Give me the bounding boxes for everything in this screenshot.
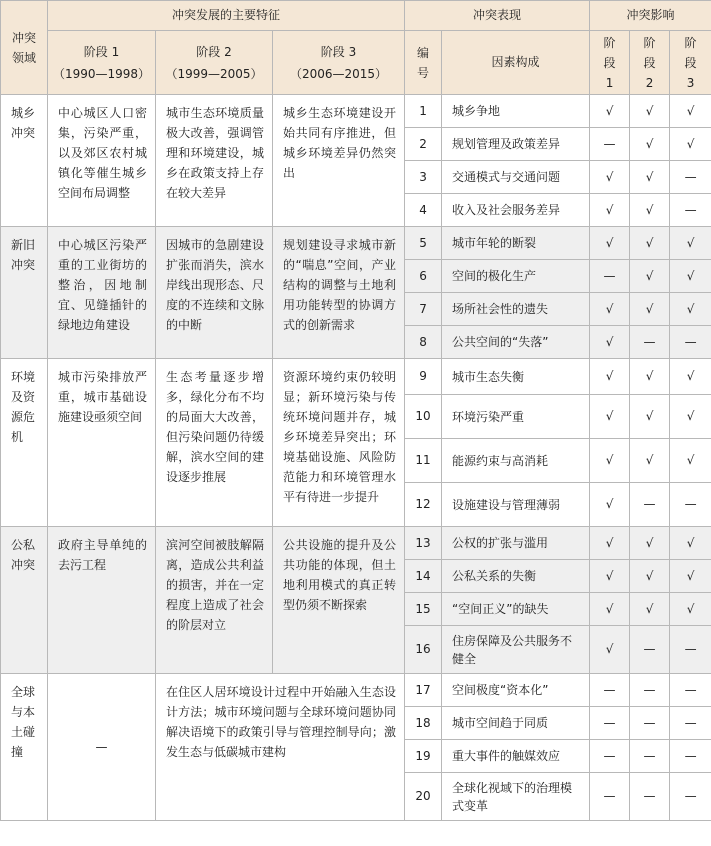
impact-mark: √ <box>590 560 630 593</box>
impact-mark: √ <box>670 95 711 128</box>
impact-mark: √ <box>590 95 630 128</box>
header-impact-stage-2: 阶段2 <box>630 31 670 95</box>
header-stage-3 <box>273 31 405 95</box>
impact-mark: — <box>630 740 670 773</box>
factor-cell: 收入及社会服务差异 <box>442 194 590 227</box>
row-number: 5 <box>405 227 442 260</box>
row-number: 7 <box>405 293 442 326</box>
stage3-description: 公共设施的提升及公共功能的体现，但土地利用模式的真正转型仍须不断探索 <box>273 527 405 674</box>
impact-mark: √ <box>630 260 670 293</box>
factor-cell: 环境污染严重 <box>442 395 590 439</box>
impact-mark: √ <box>630 439 670 483</box>
row-number: 19 <box>405 740 442 773</box>
header-impact-stage-3: 阶段3 <box>670 31 711 95</box>
row-number: 2 <box>405 128 442 161</box>
factor-cell: 公权的扩张与滥用 <box>442 527 590 560</box>
stage-period: （1999—2005） <box>165 66 263 81</box>
impact-mark: √ <box>670 395 711 439</box>
impact-mark: — <box>670 326 711 359</box>
stage1-description: — <box>48 674 156 821</box>
impact-mark: √ <box>590 359 630 395</box>
factor-cell: 场所社会性的遗失 <box>442 293 590 326</box>
impact-mark: √ <box>670 439 711 483</box>
row-number: 9 <box>405 359 442 395</box>
row-number: 6 <box>405 260 442 293</box>
header-features: 冲突发展的主要特征 <box>48 1 405 31</box>
stage1-description: 城市污染排放严重，城市基础设施建设亟须空间 <box>48 359 156 527</box>
factor-cell: 城市空间趋于同质 <box>442 707 590 740</box>
row-number: 16 <box>405 626 442 674</box>
impact-mark: √ <box>630 527 670 560</box>
impact-mark: √ <box>590 527 630 560</box>
impact-mark: √ <box>670 560 711 593</box>
row-number: 20 <box>405 773 442 821</box>
header-impact: 冲突影响 <box>590 1 711 31</box>
row-number: 14 <box>405 560 442 593</box>
impact-mark: — <box>630 773 670 821</box>
row-number: 15 <box>405 593 442 626</box>
impact-mark: √ <box>590 326 630 359</box>
impact-mark: — <box>670 626 711 674</box>
impact-mark: √ <box>590 395 630 439</box>
category-cell: 环境 及资 源危 机 <box>1 359 48 527</box>
factor-cell: 能源约束与高消耗 <box>442 439 590 483</box>
impact-mark: √ <box>670 359 711 395</box>
factor-cell: 空间的极化生产 <box>442 260 590 293</box>
header-stage-1 <box>48 31 156 95</box>
category-cell: 公私 冲突 <box>1 527 48 674</box>
stage1-description: 中心城区污染严重的工业街坊的整治，因地制宜、见缝插针的绿地边角建设 <box>48 227 156 359</box>
factor-cell: 设施建设与管理薄弱 <box>442 483 590 527</box>
row-number: 3 <box>405 161 442 194</box>
impact-mark: √ <box>630 593 670 626</box>
impact-mark: — <box>670 161 711 194</box>
impact-mark: — <box>630 326 670 359</box>
impact-mark: √ <box>630 359 670 395</box>
impact-mark: — <box>670 483 711 527</box>
impact-mark: √ <box>630 293 670 326</box>
impact-mark: √ <box>590 293 630 326</box>
factor-cell: 住房保障及公共服务不健全 <box>442 626 590 674</box>
impact-mark: √ <box>630 560 670 593</box>
factor-cell: 重大事件的触媒效应 <box>442 740 590 773</box>
factor-cell: 公私关系的失衡 <box>442 560 590 593</box>
impact-mark: √ <box>630 128 670 161</box>
impact-mark: √ <box>590 227 630 260</box>
impact-mark: √ <box>670 227 711 260</box>
header-stage-2 <box>156 31 273 95</box>
stage-period: （1990—1998） <box>52 66 151 81</box>
factor-cell: 规划管理及政策差异 <box>442 128 590 161</box>
impact-mark: — <box>670 194 711 227</box>
impact-mark: — <box>590 740 630 773</box>
row-number: 12 <box>405 483 442 527</box>
impact-mark: √ <box>590 593 630 626</box>
impact-mark: √ <box>590 439 630 483</box>
impact-mark: √ <box>590 161 630 194</box>
impact-mark: √ <box>590 626 630 674</box>
impact-mark: √ <box>670 593 711 626</box>
row-number: 1 <box>405 95 442 128</box>
impact-mark: — <box>670 707 711 740</box>
stage-name: 阶段 1 <box>83 44 120 59</box>
factor-cell: 交通模式与交通问题 <box>442 161 590 194</box>
impact-mark: — <box>590 773 630 821</box>
stage3-description: 城乡生态环境建设开始共同有序推进，但城乡环境差异仍然突出 <box>273 95 405 227</box>
impact-mark: — <box>630 626 670 674</box>
impact-mark: √ <box>670 527 711 560</box>
row-number: 17 <box>405 674 442 707</box>
impact-mark: √ <box>630 161 670 194</box>
row-number: 11 <box>405 439 442 483</box>
stage1-description: 政府主导单纯的去污工程 <box>48 527 156 674</box>
factor-cell: 空间极度“资本化” <box>442 674 590 707</box>
category-cell: 城乡 冲突 <box>1 95 48 227</box>
impact-mark: — <box>590 674 630 707</box>
stage2-description: 生态考量逐步增多，绿化分布不均的局面大大改善，但污染问题仍待缓解，滨水空间的建设逐步推展 <box>156 359 273 527</box>
impact-mark: √ <box>670 293 711 326</box>
row-number: 10 <box>405 395 442 439</box>
impact-mark: √ <box>630 395 670 439</box>
factor-cell: 公共空间的“失落” <box>442 326 590 359</box>
impact-mark: √ <box>670 128 711 161</box>
impact-mark: √ <box>630 194 670 227</box>
row-number: 4 <box>405 194 442 227</box>
impact-mark: — <box>670 740 711 773</box>
header-impact-stage-1: 阶段1 <box>590 31 630 95</box>
impact-mark: — <box>670 674 711 707</box>
header-category: 冲突 领域 <box>1 1 48 95</box>
row-number: 18 <box>405 707 442 740</box>
impact-mark: — <box>590 707 630 740</box>
impact-mark: √ <box>590 483 630 527</box>
impact-mark: — <box>630 674 670 707</box>
impact-mark: √ <box>670 260 711 293</box>
impact-mark: — <box>590 260 630 293</box>
stage-period: （2006—2015） <box>289 66 388 81</box>
header-factor: 因素构成 <box>442 31 590 95</box>
header-performance: 冲突表现 <box>405 1 590 31</box>
factor-cell: 城乡争地 <box>442 95 590 128</box>
factor-cell: “空间正义”的缺失 <box>442 593 590 626</box>
impact-mark: — <box>630 483 670 527</box>
stage2-3-description: 在住区人居环境设计过程中开始融入生态设计方法；城市环境问题与全球环境问题协同解决语境下的政策引导与管理控制导向；激发生态与低碳城市建构 <box>156 674 405 821</box>
stage-name: 阶段 3 <box>320 44 357 59</box>
row-number: 8 <box>405 326 442 359</box>
impact-mark: √ <box>630 95 670 128</box>
impact-mark: — <box>590 128 630 161</box>
stage3-description: 规划建设寻求城市新的“喘息”空间，产业结构的调整与土地利用功能转型的协调方式的创新需求 <box>273 227 405 359</box>
stage2-description: 城市生态环境质量极大改善，强调管理和环境建设，城乡在政策支持上存在较大差异 <box>156 95 273 227</box>
stage3-description: 资源环境约束仍较明显；新环境污染与传统环境问题并存，城乡环境差异突出；环境基础设施、风险防范能力和环境管理水平有待进一步提升 <box>273 359 405 527</box>
category-cell: 新旧 冲突 <box>1 227 48 359</box>
impact-mark: √ <box>590 194 630 227</box>
stage2-description: 滨河空间被肢解隔离，造成公共利益的损害，并在一定程度上造成了社会的阶层对立 <box>156 527 273 674</box>
category-cell: 全球 与本 土碰 撞 <box>1 674 48 821</box>
factor-cell: 全球化视域下的治理模式变革 <box>442 773 590 821</box>
stage1-description: 中心城区人口密集，污染严重，以及郊区农村城镇化等催生城乡空间布局调整 <box>48 95 156 227</box>
factor-cell: 城市年轮的断裂 <box>442 227 590 260</box>
header-number: 编号 <box>405 31 442 95</box>
impact-mark: — <box>670 773 711 821</box>
row-number: 13 <box>405 527 442 560</box>
stage-name: 阶段 2 <box>196 44 232 59</box>
impact-mark: — <box>630 707 670 740</box>
factor-cell: 城市生态失衡 <box>442 359 590 395</box>
impact-mark: √ <box>630 227 670 260</box>
stage2-description: 因城市的急剧建设扩张而消失，滨水岸线出现形态、尺度的不连续和文脉的中断 <box>156 227 273 359</box>
